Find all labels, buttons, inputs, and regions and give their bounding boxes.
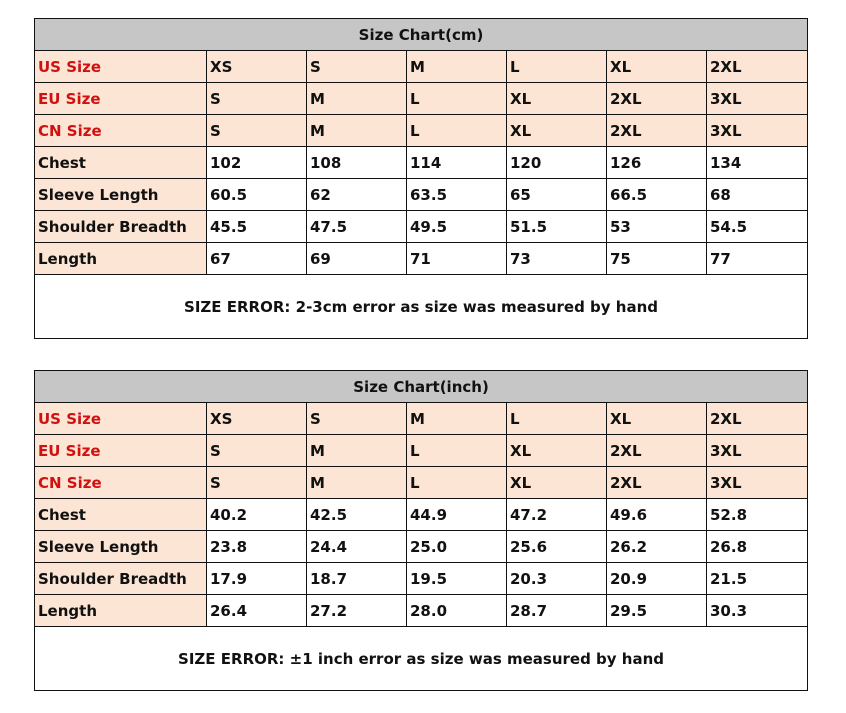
measure-cell: 134 (707, 147, 808, 179)
measure-row-label: Shoulder Breadth (35, 563, 207, 595)
measure-cell: 77 (707, 243, 808, 275)
measure-cell: 28.7 (507, 595, 607, 627)
measure-cell: 42.5 (307, 499, 407, 531)
size-cell: 2XL (607, 435, 707, 467)
measure-row-label: Chest (35, 147, 207, 179)
size-cell: S (207, 435, 307, 467)
measure-row-sleeve-length (35, 179, 808, 211)
measure-row-length (35, 595, 808, 627)
measure-cell: 73 (507, 243, 607, 275)
measure-cell: 69 (307, 243, 407, 275)
measure-row-shoulder-breadth (35, 211, 808, 243)
measure-cell: 114 (407, 147, 507, 179)
measure-cell: 26.4 (207, 595, 307, 627)
measure-cell: 17.9 (207, 563, 307, 595)
measure-cell: 25.0 (407, 531, 507, 563)
measure-cell: 49.6 (607, 499, 707, 531)
size-row-label: US Size (35, 51, 207, 83)
measure-cell: 68 (707, 179, 808, 211)
size-row-label: US Size (35, 403, 207, 435)
error-note-row (35, 275, 808, 339)
size-cell: L (507, 403, 607, 435)
measure-cell: 54.5 (707, 211, 808, 243)
measure-cell: 18.7 (307, 563, 407, 595)
error-note-row (35, 627, 808, 691)
size-row-us-size (35, 51, 808, 83)
measure-cell: 26.2 (607, 531, 707, 563)
measure-cell: 24.4 (307, 531, 407, 563)
size-cell: XL (507, 467, 607, 499)
measure-cell: 28.0 (407, 595, 507, 627)
measure-cell: 60.5 (207, 179, 307, 211)
measure-cell: 30.3 (707, 595, 808, 627)
measure-cell: 108 (307, 147, 407, 179)
size-chart-inch-body (35, 371, 808, 691)
size-cell: M (307, 83, 407, 115)
measure-cell: 71 (407, 243, 507, 275)
size-cell: S (207, 83, 307, 115)
measure-cell: 21.5 (707, 563, 808, 595)
chart-title: Size Chart(cm) (35, 19, 808, 51)
measure-cell: 23.8 (207, 531, 307, 563)
size-cell: XS (207, 403, 307, 435)
measure-cell: 75 (607, 243, 707, 275)
measure-cell: 40.2 (207, 499, 307, 531)
size-cell: XL (507, 115, 607, 147)
measure-row-label: Shoulder Breadth (35, 211, 207, 243)
size-cell: L (407, 83, 507, 115)
measure-cell: 51.5 (507, 211, 607, 243)
measure-row-chest (35, 147, 808, 179)
measure-cell: 65 (507, 179, 607, 211)
measure-cell: 44.9 (407, 499, 507, 531)
measure-cell: 53 (607, 211, 707, 243)
size-cell: L (407, 435, 507, 467)
size-row-us-size (35, 403, 808, 435)
size-cell: XS (207, 51, 307, 83)
measure-row-label: Length (35, 595, 207, 627)
measure-row-sleeve-length (35, 531, 808, 563)
measure-cell: 47.2 (507, 499, 607, 531)
size-cell: S (307, 51, 407, 83)
size-cell: S (207, 467, 307, 499)
size-row-cn-size (35, 115, 808, 147)
size-cell: M (307, 435, 407, 467)
size-error-note: SIZE ERROR: ±1 inch error as size was measured by hand (35, 627, 808, 691)
size-cell: XL (607, 403, 707, 435)
size-cell: 2XL (607, 467, 707, 499)
size-cell: M (307, 115, 407, 147)
measure-cell: 102 (207, 147, 307, 179)
measure-cell: 49.5 (407, 211, 507, 243)
measure-cell: 62 (307, 179, 407, 211)
measure-cell: 19.5 (407, 563, 507, 595)
size-cell: XL (607, 51, 707, 83)
size-cell: 2XL (607, 115, 707, 147)
size-row-label: CN Size (35, 115, 207, 147)
size-row-eu-size (35, 83, 808, 115)
size-row-label: CN Size (35, 467, 207, 499)
size-cell: S (307, 403, 407, 435)
size-error-note: SIZE ERROR: 2-3cm error as size was measured by hand (35, 275, 808, 339)
size-cell: 3XL (707, 467, 808, 499)
size-cell: M (307, 467, 407, 499)
measure-row-label: Length (35, 243, 207, 275)
measure-row-label: Chest (35, 499, 207, 531)
size-cell: XL (507, 435, 607, 467)
size-cell: 2XL (707, 51, 808, 83)
measure-row-shoulder-breadth (35, 563, 808, 595)
size-row-label: EU Size (35, 83, 207, 115)
measure-cell: 20.3 (507, 563, 607, 595)
chart-title-row (35, 19, 808, 51)
size-cell: 2XL (607, 83, 707, 115)
measure-cell: 45.5 (207, 211, 307, 243)
size-row-label: EU Size (35, 435, 207, 467)
size-cell: 3XL (707, 83, 808, 115)
measure-cell: 26.8 (707, 531, 808, 563)
measure-row-chest (35, 499, 808, 531)
size-cell: 3XL (707, 115, 808, 147)
measure-row-label: Sleeve Length (35, 179, 207, 211)
measure-cell: 27.2 (307, 595, 407, 627)
measure-cell: 20.9 (607, 563, 707, 595)
measure-cell: 126 (607, 147, 707, 179)
size-chart-cm-body (35, 19, 808, 339)
measure-cell: 120 (507, 147, 607, 179)
measure-cell: 63.5 (407, 179, 507, 211)
measure-cell: 47.5 (307, 211, 407, 243)
measure-row-label: Sleeve Length (35, 531, 207, 563)
size-cell: 2XL (707, 403, 808, 435)
size-chart-cm (34, 18, 808, 339)
size-cell: L (507, 51, 607, 83)
size-row-cn-size (35, 467, 808, 499)
size-row-eu-size (35, 435, 808, 467)
measure-row-length (35, 243, 808, 275)
size-cell: L (407, 115, 507, 147)
size-cell: M (407, 51, 507, 83)
size-cell: M (407, 403, 507, 435)
size-cell: S (207, 115, 307, 147)
measure-cell: 66.5 (607, 179, 707, 211)
size-cell: L (407, 467, 507, 499)
chart-title-row (35, 371, 808, 403)
measure-cell: 25.6 (507, 531, 607, 563)
measure-cell: 52.8 (707, 499, 808, 531)
measure-cell: 29.5 (607, 595, 707, 627)
chart-title: Size Chart(inch) (35, 371, 808, 403)
size-cell: XL (507, 83, 607, 115)
size-cell: 3XL (707, 435, 808, 467)
measure-cell: 67 (207, 243, 307, 275)
size-chart-inch (34, 370, 808, 691)
